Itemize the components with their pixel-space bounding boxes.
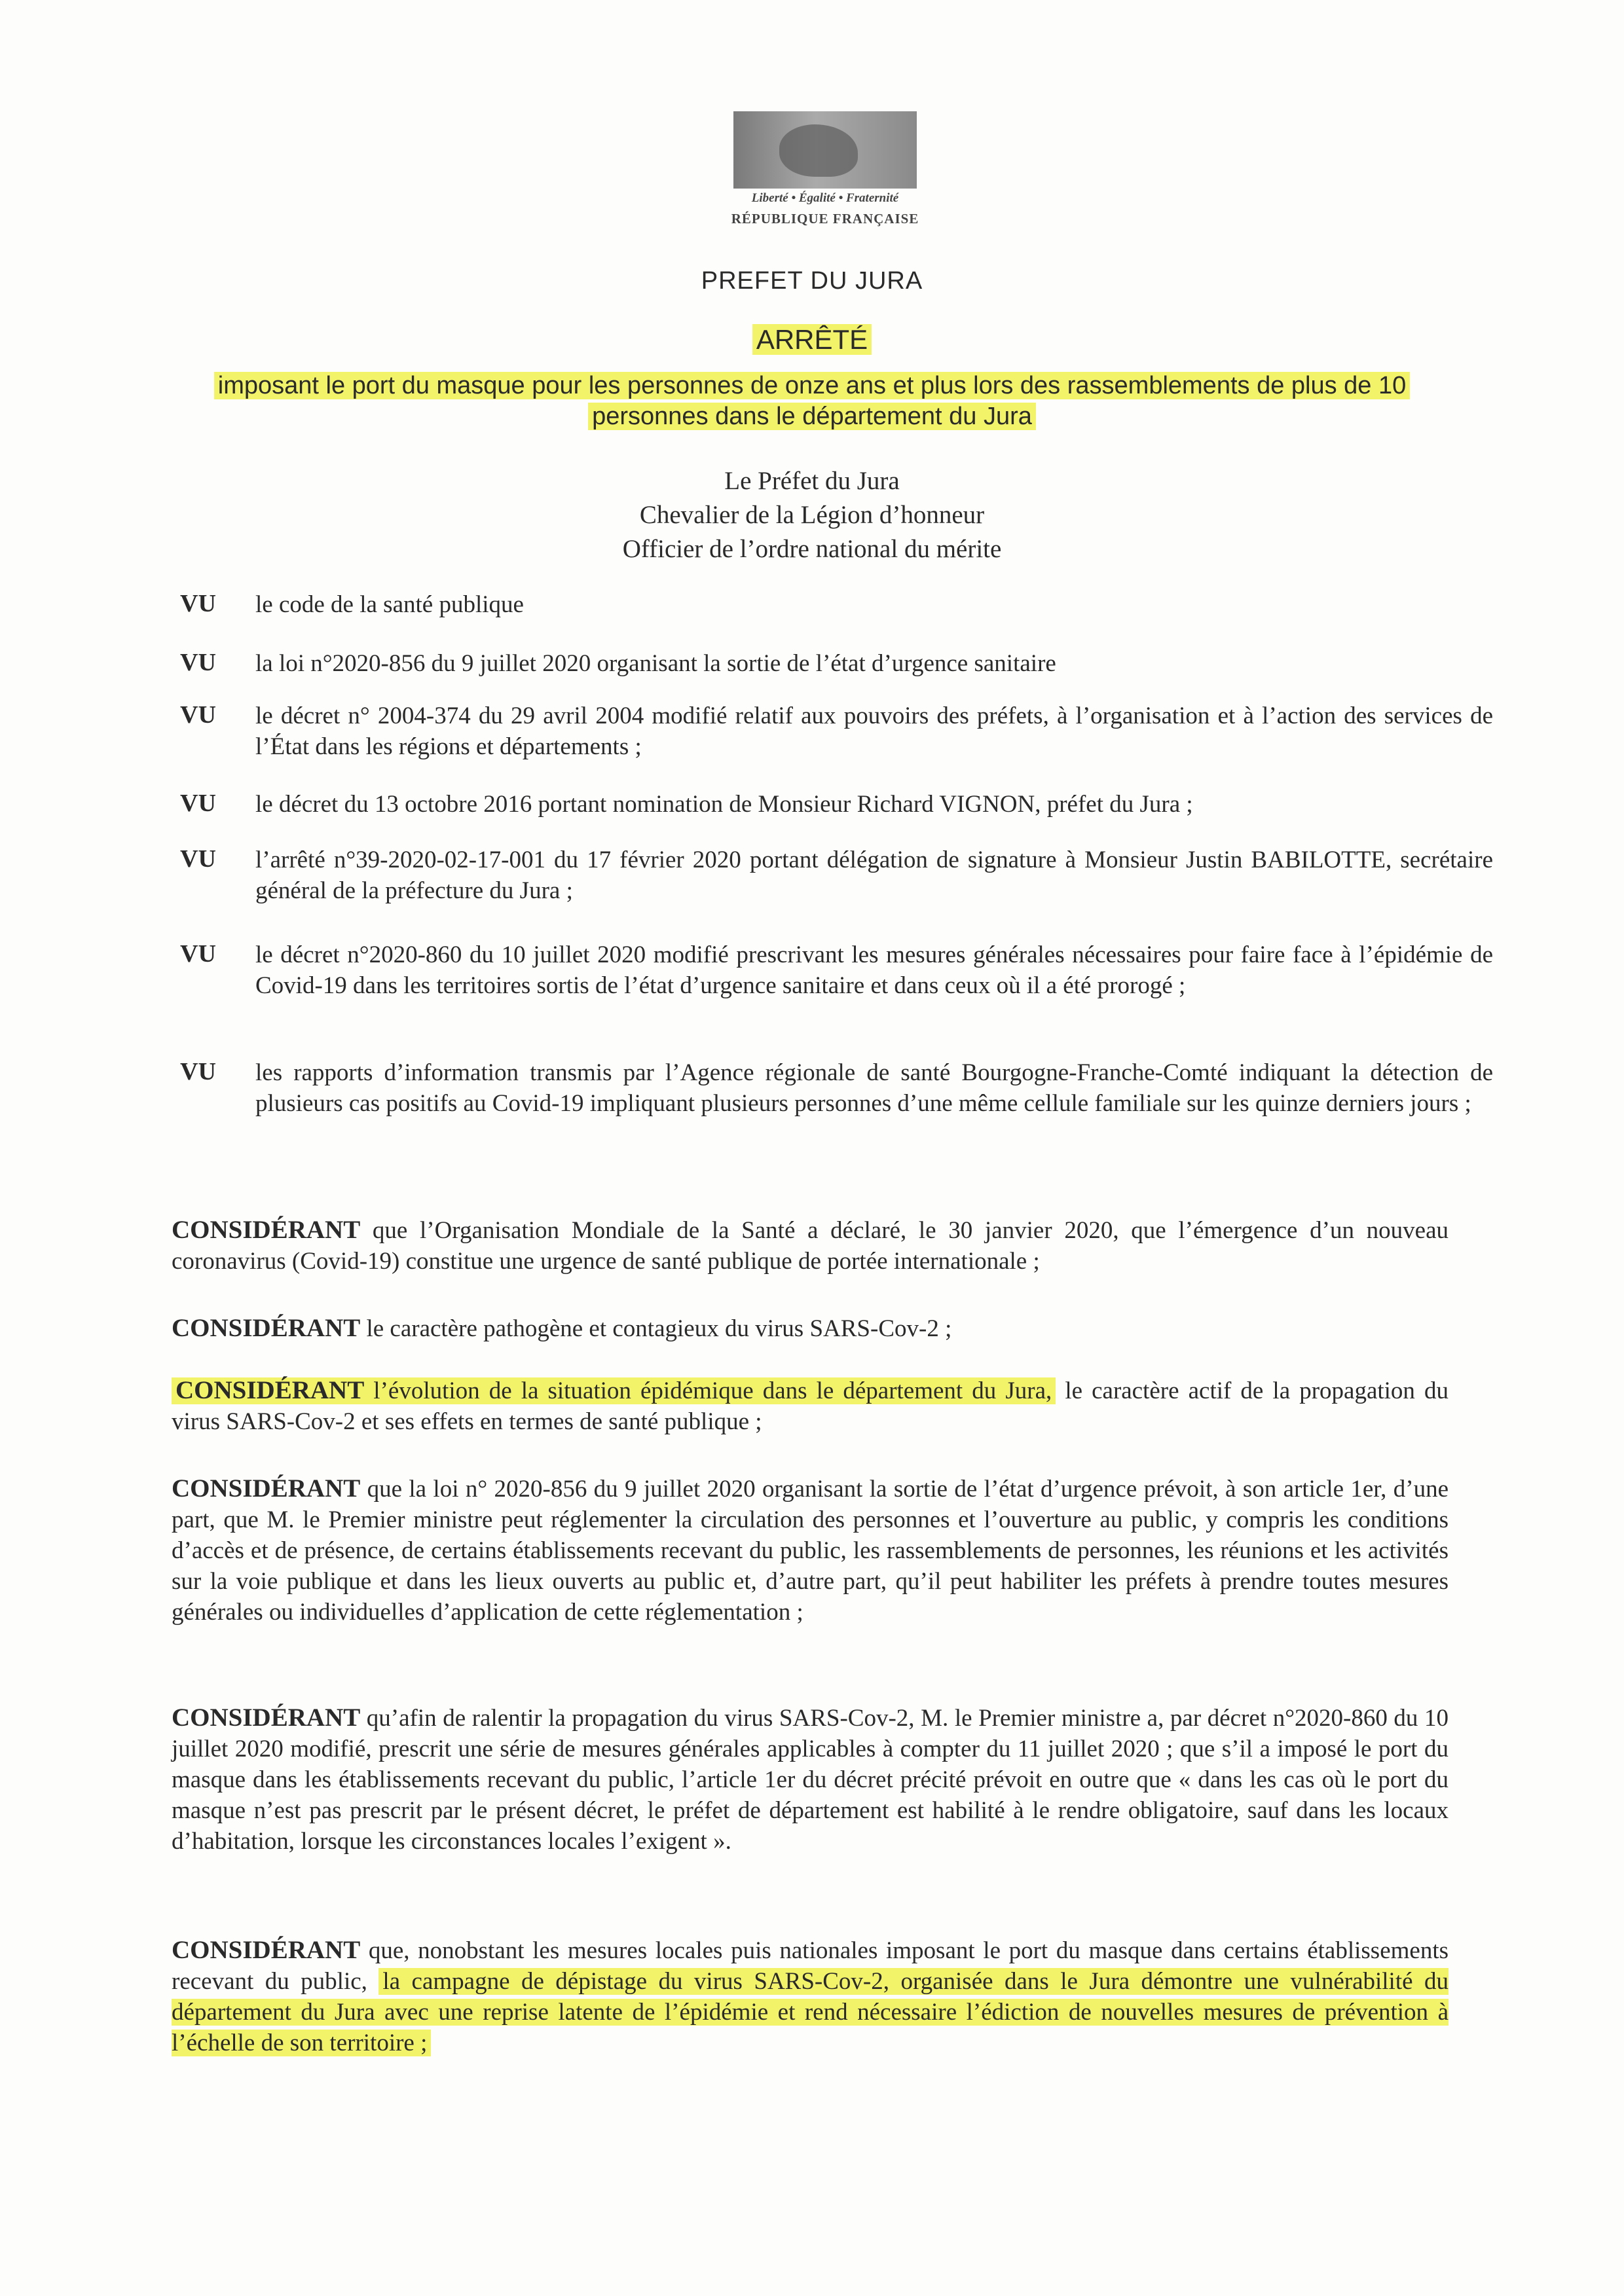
considerant-label: CONSIDÉRANT	[172, 1314, 361, 1342]
considerant-text: que la loi n° 2020-856 du 9 juillet 2020 organisant la sortie de l’état d’urgence prévoit, à son article 1er, d’une part, que M. le Premier ministre peut réglementer la circulation des personnes et l’ouverture au public, y compris les conditions d’accès et de présence, de certains établissements recevant du public, les rassemblements de personnes, les réunions et les activités sur la voie publique et dans les lieux ouverts au public et, d’autre part, qu’il peut habiliter les préfets à prendre toutes mesures générales ou individuelles d’application de cette réglementation ;	[172, 1476, 1449, 1626]
vu-text: le décret n° 2004-374 du 29 avril 2004 modifié relatif aux pouvoirs des préfets, à l’organisation et à l’action des services de l’État dans les régions et départements ;	[255, 702, 1493, 760]
considerant-label: CONSIDÉRANT	[175, 1376, 365, 1404]
republic-motto: Liberté • Égalité • Fraternité	[751, 191, 899, 205]
authority-line2: Chevalier de la Légion d’honneur	[639, 501, 985, 529]
decree-title-text: ARRÊTÉ	[752, 324, 872, 355]
considerant-label: CONSIDÉRANT	[172, 1216, 361, 1244]
considerant-text: le caractère pathogène et contagieux du virus SARS-Cov-2 ;	[360, 1315, 952, 1342]
considerant-text: que, nonobstant les mesures locales puis nationales imposant le port du masque dans certains établissements recevant du public,	[172, 1937, 1449, 1995]
vu-text: la loi n°2020-856 du 9 juillet 2020 organisant la sortie de l’état d’urgence sanitaire	[255, 650, 1056, 677]
vu-label: VU	[180, 845, 216, 873]
decree-subtitle-line2-text: personnes dans le département du Jura	[588, 403, 1036, 430]
prefect-heading: PREFET DU JURA	[701, 267, 923, 295]
considerant-clause	[172, 1935, 1449, 2058]
vu-text: le décret n°2020-860 du 10 juillet 2020 modifié prescrivant les mesures générales nécessaires pour faire face à l’épidémie de Covid-19 dans les territoires sortis de l’état d’urgence sanitaire et dans ceux où il a été prorogé ;	[255, 941, 1493, 999]
considerant-highlight	[172, 1377, 1056, 1404]
marianne-logo	[720, 111, 930, 242]
vu-label: VU	[180, 790, 216, 817]
considerant-clause	[172, 1313, 1449, 1344]
considerant-label: CONSIDÉRANT	[172, 1936, 361, 1964]
vu-label: VU	[180, 590, 216, 617]
considerant-highlight-text: la campagne de dépistage du virus SARS-Cov-2, organisée dans le Jura démontre une vulnérabilité du département du Jura avec une reprise latente de l’épidémie et rend nécessaire l’édiction de nouvelles mesures de prévention à l’échelle de son territoire ;	[172, 1968, 1449, 2056]
decree-subtitle-line1-text: imposant le port du masque pour les personnes de onze ans et plus lors des rassemblements de plus de 10	[214, 372, 1411, 399]
considerant-clause	[172, 1375, 1449, 1437]
considerant-highlight-text: l’évolution de la situation épidémique dans le département du Jura,	[364, 1377, 1052, 1404]
considerant-clause	[172, 1473, 1449, 1628]
considerant-label: CONSIDÉRANT	[172, 1474, 361, 1503]
marianne-emblem-icon	[733, 111, 917, 189]
vu-label: VU	[180, 701, 216, 729]
vu-text: l’arrêté n°39-2020-02-17-001 du 17 février 2020 portant délégation de signature à Monsieur Justin BABILOTTE, secrétaire général de la préfecture du Jura ;	[255, 847, 1493, 904]
decree-title	[0, 324, 1624, 355]
vu-label: VU	[180, 649, 216, 676]
considerant-clause	[172, 1214, 1449, 1277]
vu-label: VU	[180, 1058, 216, 1085]
republic-name: RÉPUBLIQUE FRANÇAISE	[731, 211, 919, 227]
authority-line3: Officier de l’ordre national du mérite	[622, 535, 1002, 563]
considerant-text: que l’Organisation Mondiale de la Santé a déclaré, le 30 janvier 2020, que l’émergence d’un nouveau coronavirus (Covid-19) constitue une urgence de santé publique de portée internationale ;	[172, 1217, 1449, 1275]
considerant-label: CONSIDÉRANT	[172, 1704, 361, 1732]
vu-text: le code de la santé publique	[255, 591, 524, 618]
vu-text: les rapports d’information transmis par l’Agence régionale de santé Bourgogne-Franche-Comté indiquant la détection de plusieurs cas positifs au Covid-19 impliquant plusieurs personnes d’une même cellule familiale sur les quinze derniers jours ;	[255, 1059, 1493, 1117]
decree-subtitle-line2	[0, 403, 1624, 431]
considerant-text: qu’afin de ralentir la propagation du virus SARS-Cov-2, M. le Premier ministre a, par décret n°2020-860 du 10 juillet 2020 modifié, prescrit une série de mesures générales applicables à compter du 11 juillet 2020 ; que s’il a imposé le port du masque dans les établissements recevant du public, l’article 1er du décret précité prévoit en outre que « dans les cas où le port du masque n’est pas prescrit par le présent décret, le préfet de département est habilité à le rendre obligatoire, sauf dans les locaux d’habitation, lorsque les circonstances locales l’exigent ».	[172, 1705, 1449, 1855]
decree-subtitle-line1	[0, 372, 1624, 400]
vu-label: VU	[180, 940, 216, 968]
considerant-clause	[172, 1702, 1449, 1857]
considerant-text: le caractère actif de la propagation du virus SARS-Cov-2 et ses effets en termes de santé publique ;	[172, 1377, 1449, 1435]
vu-text: le décret du 13 octobre 2016 portant nomination de Monsieur Richard VIGNON, préfet du Jura ;	[255, 791, 1193, 818]
authority-line1: Le Préfet du Jura	[724, 467, 900, 495]
